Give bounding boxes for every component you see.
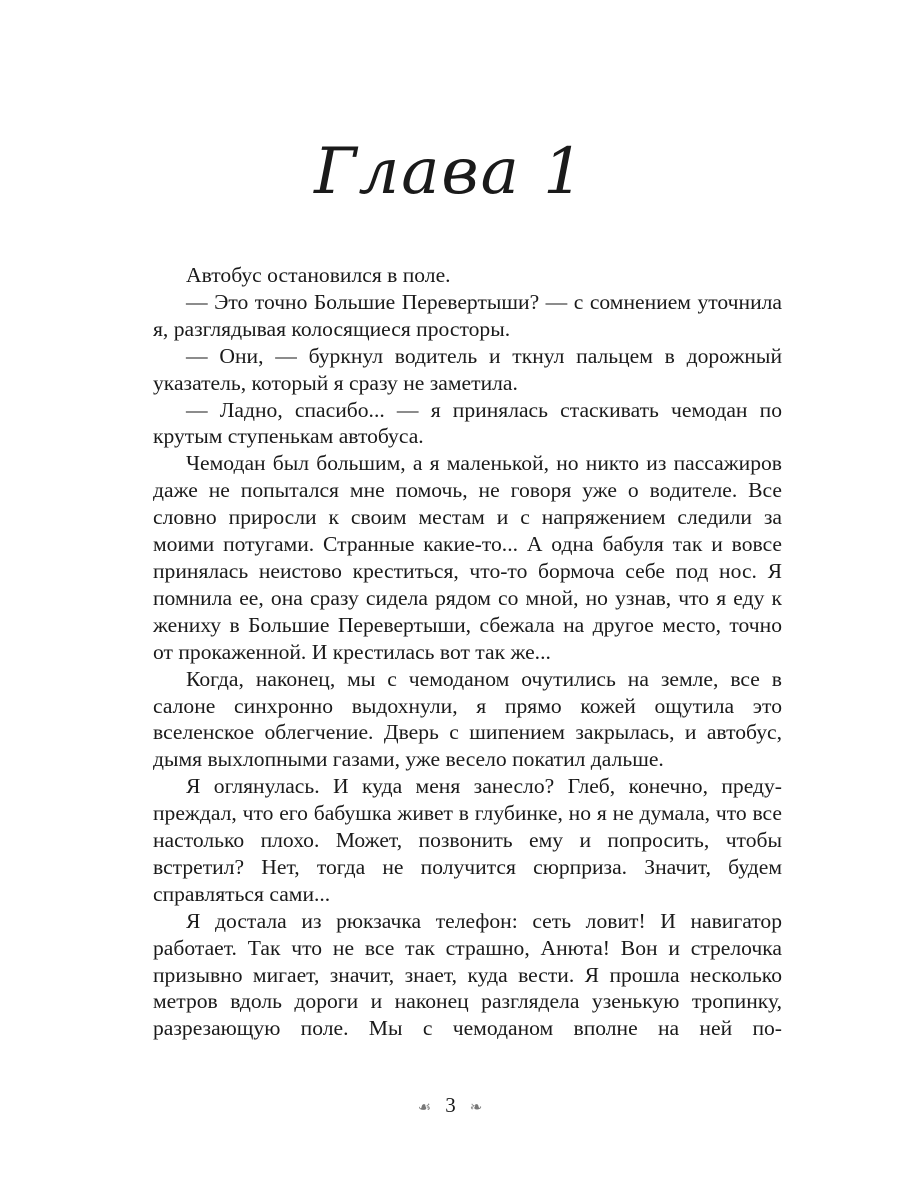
paragraph: Я оглянулась. И куда меня занесло? Глеб, конечно, предупреждал, что его бабушка живет в глубинке, но я не думала, что все настолько плохо. Может, позвонить ему и попросить, чтобы встретил? Нет, тогда не получится сюрприза. Значит, будем справляться сами... — [153, 774, 782, 906]
page-footer — [0, 1093, 900, 1118]
paragraph: Автобус остановился в поле. — [186, 263, 451, 287]
paragraph: — Ладно, спасибо... — я принялась стаскивать чемодан по крутым ступенькам автобуса. — [153, 397, 782, 449]
body-text — [153, 262, 782, 1042]
paragraph: — Они, — буркнул водитель и ткнул пальцем в дорожный указатель, который я сразу не заметила. — [153, 343, 782, 395]
ornament-right-icon: ❧ — [469, 1099, 483, 1116]
paragraph: Чемодан был большим, а я маленькой, но никто из пассажиров даже не попытался мне помочь, не говоря уже о водителе. Все словно приросли к своим местам и с напряжением следили за моими потугами. Странные какие-то... А одна бабуля так и вовсе принялась неистово креститься, что-то бормоча себе под нос. Я помнила ее, она сразу сидела рядом со мной, но узнав, что я еду к жениху в Большие Перевертыши, сбежала на другое место, точно от прокаженной. И крестилась вот так же... — [153, 451, 782, 664]
paragraph: — Это точно Большие Перевертыши? — с сомнением уточнила я, разглядывая колосящиеся просторы. — [153, 289, 782, 341]
paragraph: Я достала из рюкзачка телефон: сеть ловит! И навигатор работает. Так что не все так страшно, Анюта! Вон и стрелочка призывно мигает, значит, знает, куда вести. Я прошла несколько метров вдоль дороги и наконец разглядела узенькую тропинку, разрезающую поле. Мы с чемоданом вполне на ней по- — [153, 908, 782, 1041]
paragraph: Когда, наконец, мы с чемоданом очутились на земле, все в салоне синхронно выдохнули, я прямо кожей ощутила это вселенское облегчение. Дверь с шипением закрылась, и автобус, дымя выхлопными газами, уже весело покатил дальше. — [153, 666, 782, 772]
ornament-left-icon: ☙ — [417, 1099, 432, 1116]
page-number: 3 — [445, 1093, 456, 1117]
chapter-title: Глава 1 — [314, 135, 586, 209]
